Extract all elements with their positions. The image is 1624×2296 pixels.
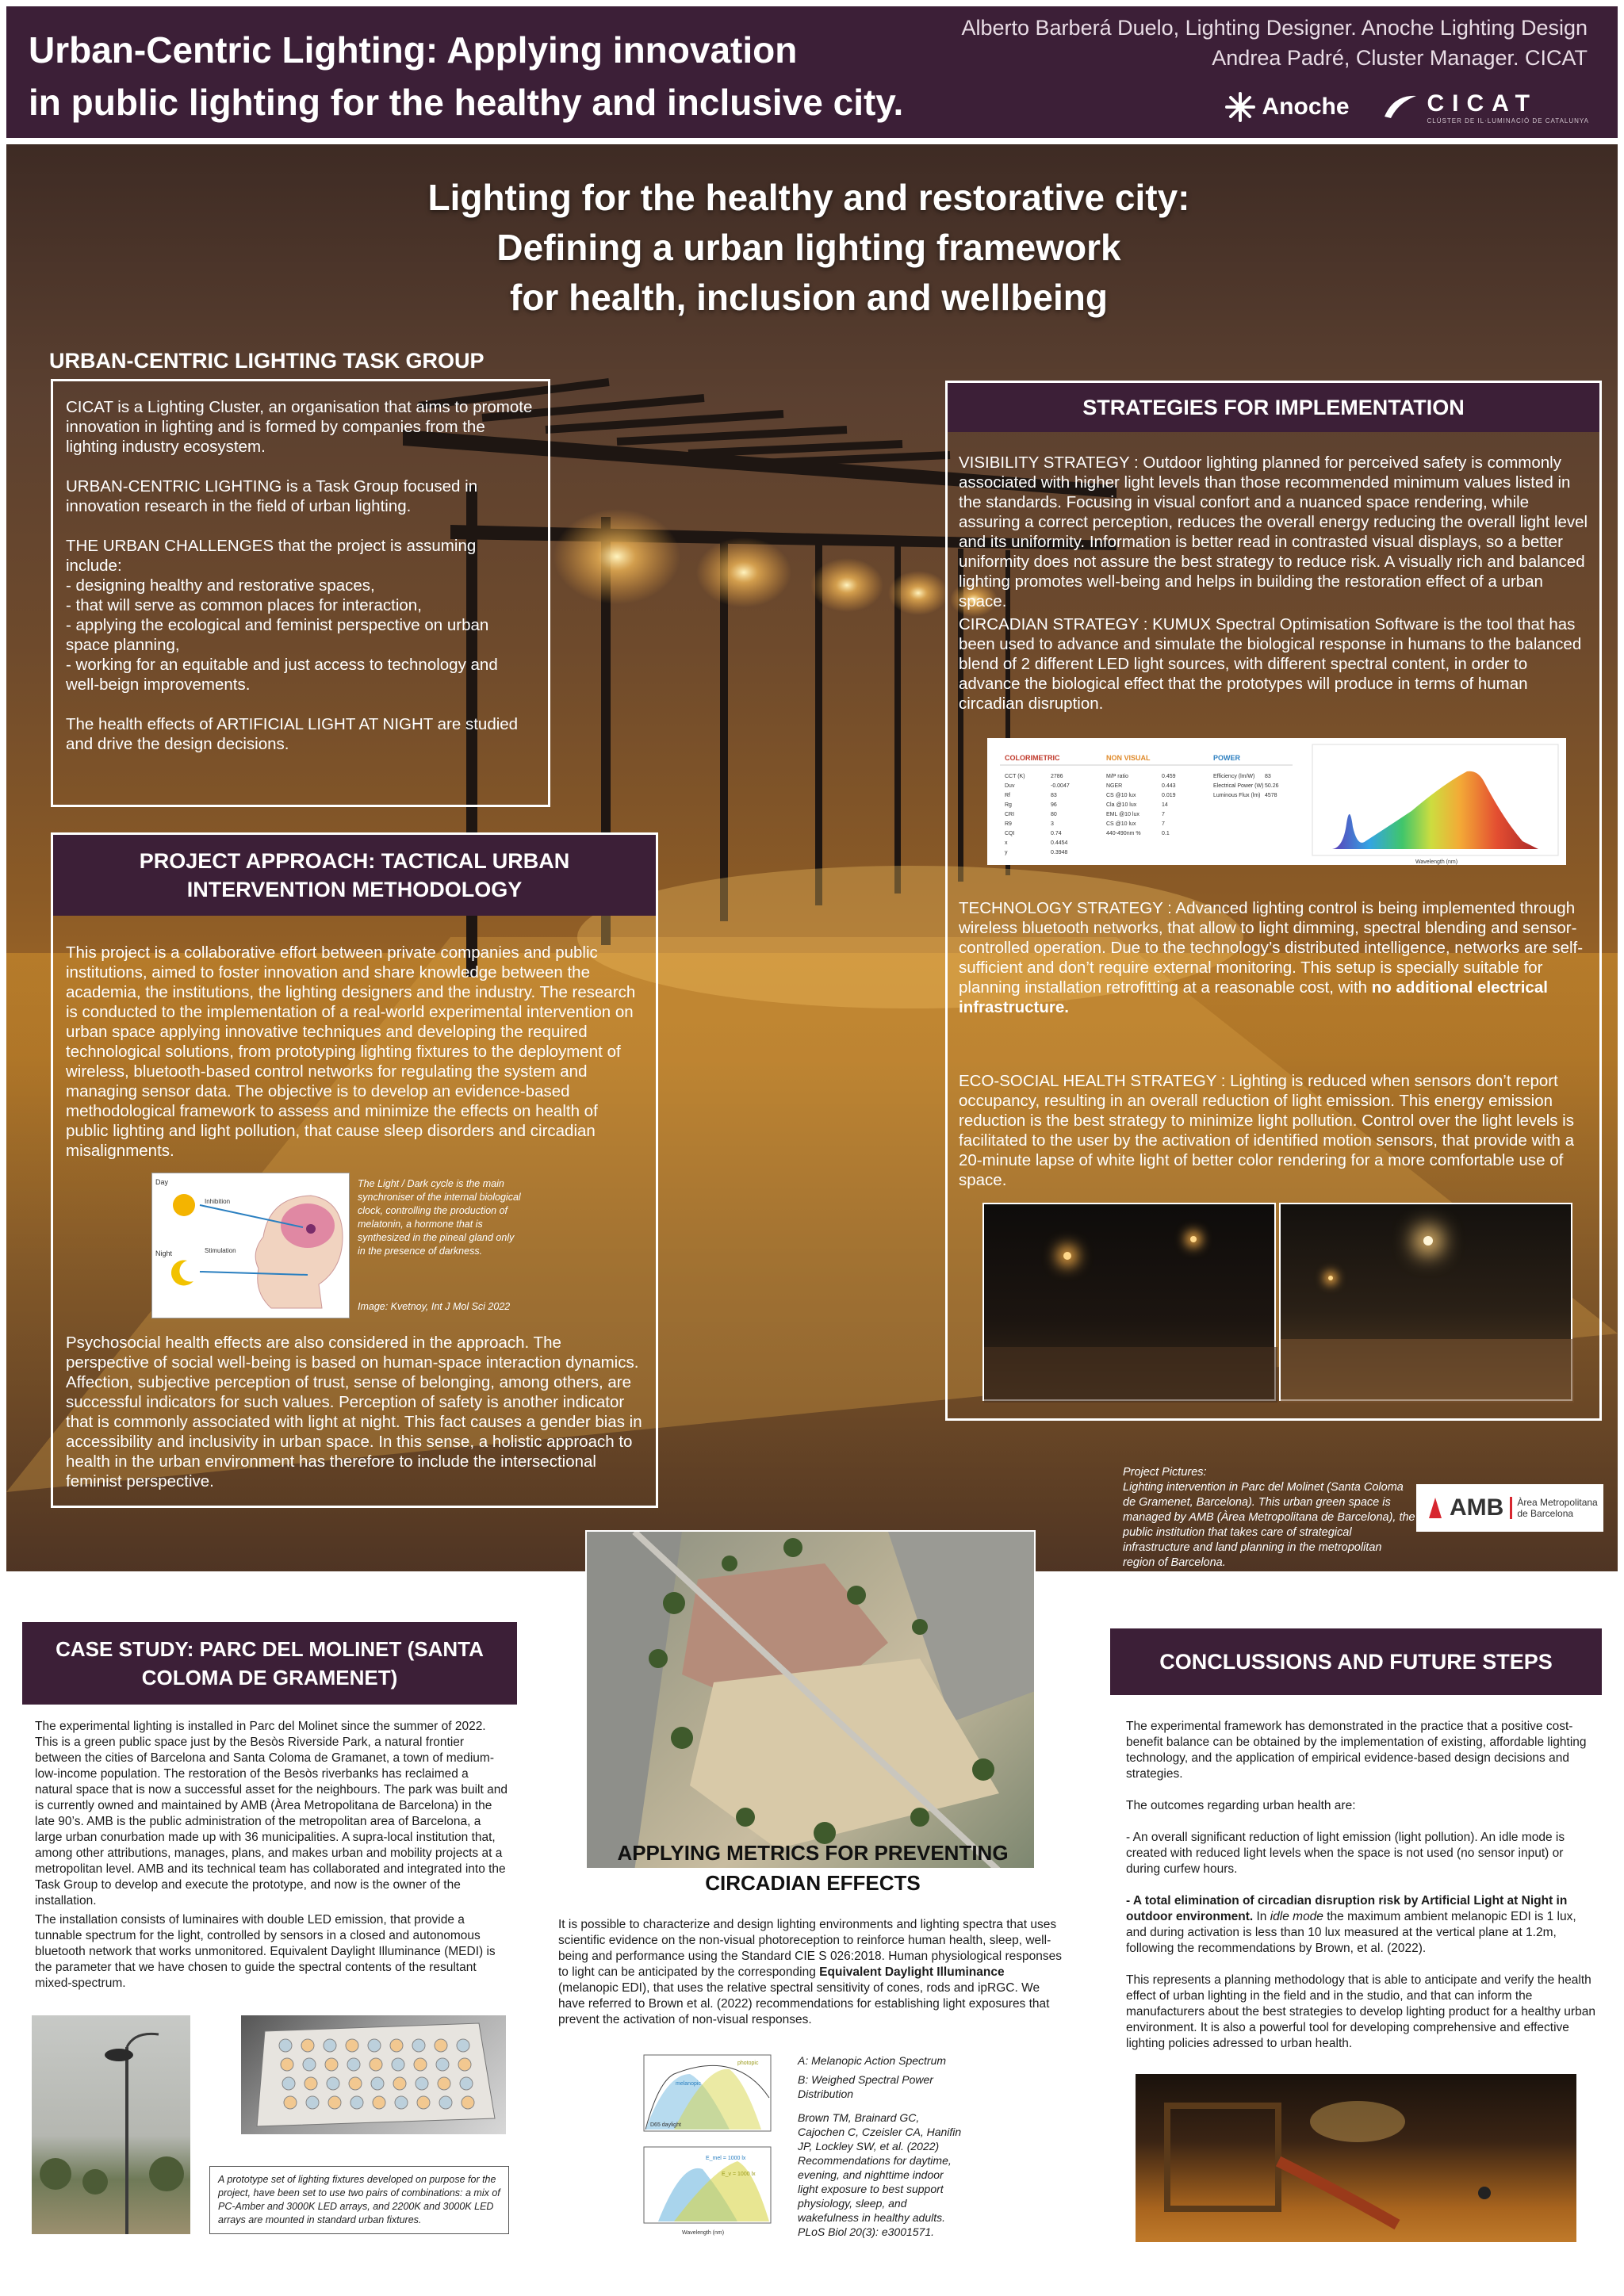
case-study-text1: The experimental lighting is installed in Parc del Molinet since the summer of 2022. This is a green public space just by the Besòs Riverside Park, a natural frontier between the cities of Barcelona and Santa Coloma de Gramanet, a town of medium-low-income population. The restoration of the Besòs riverbanks has reclaimed a natural space that is now a successful asset for the neighbours. The park was built and is currently owned and maintained by AMB (Àrea Metropolitana de Barcelona) in the late 90’s. AMB is the public administration of the metropolitan area of Barcelona, a large urban conurbation made up with 36 municipalities. A supra-local institution that, among other attributions, manages, plans, and makes urban and mobility projects at a metropolitan level. AMB and its technical team has collaborated and integrated into the Task Group to develop and execute the prototype, and now is the owner of the installation. bbox=[35, 1720, 508, 1908]
colorimetric-cell: 3 bbox=[1051, 821, 1054, 827]
project-pictures-caption: Project Pictures: Lighting intervention in Parc del Molinet (Santa Coloma de Gramenet, Barcelona). This urban green space is managed by AMB (Àrea Metropolitana de Barcelona), the public institution that takes care of strategical infrastructure and land planning in the metropolitan region of Barcelona. bbox=[1123, 1466, 1415, 1569]
metrics-text bbox=[558, 1917, 1066, 2028]
colorimetric-cell: -0.0047 bbox=[1051, 783, 1070, 789]
colorimetric-cell: CQI bbox=[1005, 831, 1015, 836]
technology-strategy-bold: no additional electrical infrastructure. bbox=[959, 978, 1548, 1016]
amb-logo bbox=[1416, 1484, 1603, 1532]
colorimetric-cell: CCT (K) bbox=[1005, 774, 1025, 779]
header-logos bbox=[1224, 89, 1590, 125]
project-approach-text1: This project is a collaborative effort between private companies and public institutions, aimed to foster innovation and share knowledge between the academia, the institutions, the lighting designers and the industry. The research is conducted to the implementation of a real-world experimental intervention on urban space applying innovative techniques and developing the required technological solutions, from prototyping lighting fixtures to the deployment of wireless, bluetooth-based control networks for regulating the system and managing sensor data. The objective is to develop an evidence-based methodological framework to assess and minimize the effects on health of public lighting and light pollution, that cause sleep disorders and circadian misalignments. bbox=[66, 943, 636, 1160]
led-emitter bbox=[373, 2096, 385, 2109]
label-night: Night bbox=[155, 1249, 173, 1257]
led-emitter bbox=[346, 2039, 358, 2052]
colorimetric-cell: Rg bbox=[1005, 802, 1012, 808]
led-emitter bbox=[306, 2096, 319, 2109]
led-emitter bbox=[412, 2039, 425, 2052]
metrics-text-bold: Equivalent Daylight Illuminance bbox=[819, 1965, 1005, 1979]
header-power: POWER bbox=[1213, 754, 1241, 762]
led-emitter bbox=[301, 2039, 314, 2052]
power-cell: 4578 bbox=[1265, 793, 1277, 798]
metrics-text-a: It is possible to characterize and design lighting environments and lighting spectra that uses scientific evidence on the non-visual photoreception to reinforce human health, sleep, well-being and performance using the Standard CIE S 026:2018. Human physiological responses to light can be anticipated by the corresponding bbox=[558, 1918, 1063, 1979]
non-visual-cell: EML @10 lux bbox=[1106, 812, 1139, 817]
poster-title bbox=[29, 24, 933, 128]
case-study-heading-line2: COLOMA DE GRAMENET) bbox=[141, 1666, 398, 1689]
playground-illustration bbox=[1136, 2074, 1576, 2242]
led-emitter bbox=[303, 2058, 316, 2071]
colorimetric-cell: 0.3948 bbox=[1051, 850, 1068, 855]
case-study-text2: The installation consists of luminaires with double LED emission, that provide a tunnable spectrum for the light, controlled by sensors in a closed and autonomous bluetooth network that works unmonitored. Equivalent Daylight Illuminance (MEDI) is the parameter that we have chosen to guide the spectral contents of the resultant mixed-spectrum. bbox=[35, 1913, 496, 1990]
led-emitter bbox=[392, 2058, 404, 2071]
led-emitter bbox=[371, 2077, 384, 2090]
task-group-heading: URBAN-CENTRIC LIGHTING TASK GROUP bbox=[49, 349, 485, 373]
led-emitter bbox=[458, 2058, 471, 2071]
non-visual-cell: NGER bbox=[1106, 783, 1123, 789]
moon-icon bbox=[171, 1260, 193, 1285]
label-wavelength: Wavelength (nm) bbox=[682, 2230, 725, 2236]
led-array-illustration bbox=[241, 2015, 506, 2134]
colorimetric-cell: R9 bbox=[1005, 821, 1012, 827]
power-cell: Efficiency (lm/W) bbox=[1213, 774, 1255, 779]
metrics-reference: Brown TM, Brainard GC, Cajochen C, Czeisler CA, Hanifin JP, Lockley SW, et al. (2022) Recommendations for daytime, evening, and nighttime indoor light exposure to best support physiology, sleep, and wakefulness in healthy adults. PLoS Biol 20(3): e3001571. bbox=[798, 2111, 962, 2238]
colorimetric-cell: 83 bbox=[1051, 793, 1057, 798]
colorimetric-cell: 2786 bbox=[1051, 774, 1063, 779]
led-emitter bbox=[328, 2096, 341, 2109]
main-title bbox=[222, 173, 1396, 323]
led-emitter bbox=[284, 2096, 297, 2109]
led-emitter bbox=[282, 2077, 295, 2090]
melanopic-charts bbox=[626, 2050, 785, 2241]
led-emitter bbox=[324, 2039, 336, 2052]
led-emitter bbox=[414, 2058, 427, 2071]
colorimetric-cell: CRI bbox=[1005, 812, 1015, 817]
led-emitter bbox=[393, 2077, 406, 2090]
label-photopic-e: E_v = 1000 lx bbox=[722, 2172, 756, 2177]
strategies-heading: STRATEGIES FOR IMPLEMENTATION bbox=[948, 383, 1599, 432]
poster-title-line2: in public lighting for the healthy and inclusive city. bbox=[29, 82, 904, 123]
amb-mark-icon bbox=[1427, 1496, 1443, 1520]
amb-sub-line2: de Barcelona bbox=[1517, 1508, 1574, 1519]
metrics-heading bbox=[555, 1838, 1071, 1898]
non-visual-cell: 14 bbox=[1162, 802, 1168, 808]
led-emitter bbox=[370, 2058, 382, 2071]
cicat-logo bbox=[1381, 90, 1589, 124]
led-emitter bbox=[304, 2077, 317, 2090]
aerial-map-illustration bbox=[587, 1532, 1036, 1869]
circadian-strategy-text: CIRCADIAN STRATEGY : KUMUX Spectral Optimisation Software is the tool that has been used to advance and simulate the biological response in humans to the balanced blend of 2 different LED light sources, with different spectral content, in order to advance the biological effect that the prototypes will produce in terms of human circadian disruption. bbox=[959, 615, 1582, 713]
night-photo-idle bbox=[982, 1203, 1276, 1401]
cicat-logo-subtitle: CLÚSTER DE IL·LUMINACIÓ DE CATALUNYA bbox=[1427, 117, 1589, 124]
colorimetric-cell: y bbox=[1005, 850, 1008, 855]
streetlight-photo bbox=[32, 2015, 190, 2234]
project-approach-heading-line2: INTERVENTION METHODOLOGY bbox=[186, 878, 523, 901]
led-emitter bbox=[416, 2077, 428, 2090]
led-emitter bbox=[327, 2077, 339, 2090]
night-photo-active bbox=[1279, 1203, 1572, 1401]
author-1: Alberto Barberá Duelo, Lighting Designer. Anoche Lighting Design bbox=[961, 16, 1588, 40]
anoche-star-icon bbox=[1224, 91, 1256, 123]
non-visual-cell: 0.019 bbox=[1162, 793, 1176, 798]
non-visual-cell: 0.1 bbox=[1162, 831, 1170, 836]
conclusions-p4-bold: - A total elimination of circadian disruption risk by Artificial Light at Night in outdoor environment. bbox=[1126, 1894, 1568, 1923]
streetlight-illustration bbox=[32, 2015, 190, 2234]
led-fixture-photo bbox=[241, 2015, 506, 2134]
non-visual-cell: Cla @10 lux bbox=[1106, 802, 1137, 808]
spectrum-fill bbox=[1316, 748, 1554, 851]
case-study-heading-line1: CASE STUDY: PARC DEL MOLINET (SANTA bbox=[56, 1637, 484, 1661]
strategies-panel bbox=[945, 381, 1602, 1421]
non-visual-cell: CS @10 lux bbox=[1106, 793, 1136, 798]
colorimetric-cell: x bbox=[1005, 840, 1008, 846]
led-emitter bbox=[279, 2039, 292, 2052]
metrics-heading-line1: APPLYING METRICS FOR PREVENTING bbox=[617, 1841, 1009, 1865]
conclusions-p4-a: In bbox=[1253, 1910, 1270, 1923]
led-emitter bbox=[457, 2039, 469, 2052]
non-visual-cell: 7 bbox=[1162, 812, 1165, 817]
power-cell: 83 bbox=[1265, 774, 1271, 779]
metrics-heading-line2: CIRCADIAN EFFECTS bbox=[705, 1871, 921, 1895]
main-title-line2: Defining a urban lighting framework bbox=[496, 227, 1121, 268]
anoche-logo-text: Anoche bbox=[1262, 94, 1350, 120]
metrics-text-b: (melanopic EDI), that uses the relative spectral sensitivity of cones, rods and ipRGC. We have referred to Brown et al. (2022) recommendations for establishing light exposures that prevent the activation of non-visual responses. bbox=[558, 1981, 1050, 2026]
header-non-visual: NON VISUAL bbox=[1106, 754, 1151, 762]
playground-night-photo bbox=[1136, 2074, 1576, 2242]
technology-strategy-text bbox=[959, 898, 1593, 1017]
poster-title-line1: Urban-Centric Lighting: Applying innovation bbox=[29, 29, 798, 71]
spectrum-table-figure bbox=[987, 738, 1566, 865]
label-d65: D65 daylight bbox=[650, 2122, 681, 2128]
colorimetric-cell: 0.4454 bbox=[1051, 840, 1068, 846]
visibility-strategy-text: VISIBILITY STRATEGY : Outdoor lighting planned for perceived safety is commonly associated with higher light levels than those recommended minimum values listed in the standards. Focusing in visual confort and a nuanced space rendering, while assuring a correct perception, reduces the overall energy reducing the overall light level and its uniformity. Information is better read in contrasted visual displays, so a better uniformity does not assure the best strategy to reduce risk. A visually rich and balanced lighting promotes well-being and helps in building the restoration effect of a urban space. bbox=[959, 453, 1588, 610]
colorimetric-cell: Rf bbox=[1005, 793, 1010, 798]
melatonin-figure-caption: The Light / Dark cycle is the main synchroniser of the internal biological clock, controlling the production of melatonin, a hormone that is synthesized in the pineal gland only in the presence of darkness. bbox=[358, 1178, 521, 1257]
non-visual-cell: CS @10 lux bbox=[1106, 821, 1136, 827]
led-emitter bbox=[325, 2058, 338, 2071]
metrics-fig-a: A: Melanopic Action Spectrum bbox=[798, 2054, 947, 2067]
project-approach-heading bbox=[53, 835, 656, 916]
led-emitter bbox=[347, 2058, 360, 2071]
led-emitter bbox=[438, 2077, 450, 2090]
non-visual-cell: 0.459 bbox=[1162, 774, 1176, 779]
eco-social-strategy-text: ECO-SOCIAL HEALTH STRATEGY : Lighting is reduced when sensors don’t report occupancy, resulting in an overall reduction of light emission. This energy emission reduction is the best strategy to minimize light pollution. Control over the light levels is facilitated to the user by the activation of identified motion sensors, that provide with a 20-minute lapse of white light of better color rendering for a more comfortable use of space. bbox=[959, 1072, 1575, 1189]
led-emitter bbox=[435, 2039, 447, 2052]
conclusions-p5: This represents a planning methodology that is able to anticipate and verify the health effect of urban lighting in the field and in the studio, and that can inform the manufacturers about the best strategies to develop lighting product for a healthy urban environment. It is also a powerful tool for developing comprehensive and effective lighting policies adressed to urban health. bbox=[1126, 1973, 1595, 2050]
melatonin-figure bbox=[151, 1173, 350, 1318]
header-colorimetric: COLORIMETRIC bbox=[1005, 754, 1060, 762]
aerial-photo-parc bbox=[585, 1530, 1036, 1869]
author-2: Andrea Padré, Cluster Manager. CICAT bbox=[1212, 46, 1588, 70]
led-emitter bbox=[395, 2096, 408, 2109]
anoche-logo bbox=[1224, 91, 1350, 123]
colorimetric-cell: 96 bbox=[1051, 802, 1057, 808]
conclusions-heading: CONCLUSSIONS AND FUTURE STEPS bbox=[1110, 1628, 1602, 1695]
conclusions-p4-b: the maximum ambient melanopic EDI is 1 lux, and during activation is less than 10 lux measured at the vertical plane at 1.2m, following the recommendations by Brown, et al. (2022). bbox=[1126, 1910, 1576, 1955]
conclusions-body bbox=[1126, 1719, 1595, 2052]
led-emitter bbox=[368, 2039, 381, 2052]
conclusions-p4 bbox=[1126, 1893, 1595, 1957]
led-emitter bbox=[439, 2096, 452, 2109]
led-emitter bbox=[349, 2077, 362, 2090]
task-group-text: CICAT is a Lighting Cluster, an organisation that aims to promote innovation in lighting and is formed by companies from the lighting industry ecosystem. URBAN-CENTRIC LIGHTING is a Task Group focused in innovation research in the field of urban lighting. THE URBAN CHALLENGES that the project is assuming include: - designing healthy and restorative spaces, - that will serve as common places for interaction, - applying the ecological and feminist perspective on urban space planning, - working for an equitable and just access to technology and well-beign improvements. The health effects of ARTIFICIAL LIGHT AT NIGHT are studied and drive the design decisions. bbox=[66, 398, 533, 753]
power-cell: 50.26 bbox=[1265, 783, 1279, 789]
non-visual-cell: 7 bbox=[1162, 821, 1165, 827]
power-cell: Luminous Flux (lm) bbox=[1213, 793, 1261, 798]
melatonin-figure-credit: Image: Kvetnoy, Int J Mol Sci 2022 bbox=[358, 1301, 511, 1312]
project-approach-text2: Psychosocial health effects are also considered in the approach. The perspective of social well-being is based on human-space interaction dynamics. Affection, subjective perception of trust, sense of belonging, among others, are successful indicators for such values. Perception of safety is another indicator that is commonly associated with light at night. This fact causes a gender bias in accessibility and inclusivity in urban space. In this sense, a holistic approach to health in the urban environment has therefore to include the intersectional feminist perspective. bbox=[66, 1334, 642, 1490]
label-photopic: photopic bbox=[737, 2061, 759, 2066]
non-visual-cell: 440-490nm % bbox=[1106, 831, 1141, 836]
non-visual-cell: 0.443 bbox=[1162, 783, 1176, 789]
case-study-heading bbox=[22, 1622, 517, 1705]
amb-sub-line1: Àrea Metropolitana bbox=[1517, 1497, 1598, 1508]
main-title-line3: for health, inclusion and wellbeing bbox=[510, 277, 1108, 318]
led-emitter bbox=[462, 2096, 474, 2109]
amb-logo-subtitle bbox=[1510, 1497, 1597, 1519]
non-visual-cell: M/P ratio bbox=[1106, 774, 1128, 779]
conclusions-p3: - An overall significant reduction of light emission (light pollution). An idle mode is created with reduced light levels when the space is not used (no sensor input) or during curfew hours. bbox=[1126, 1831, 1565, 1876]
project-approach-panel bbox=[51, 832, 658, 1508]
task-group-panel bbox=[51, 379, 550, 807]
led-emitter bbox=[281, 2058, 293, 2071]
colorimetric-cell: 80 bbox=[1051, 812, 1057, 817]
power-cell: Electrical Power (W) bbox=[1213, 783, 1264, 789]
conclusions-p4-italic: idle mode bbox=[1270, 1910, 1323, 1923]
label-stimulation: Stimulation bbox=[205, 1247, 236, 1254]
led-emitter bbox=[390, 2039, 403, 2052]
cicat-logo-text: CICAT bbox=[1427, 90, 1538, 117]
label-melanopic: melanopic bbox=[676, 2081, 701, 2087]
main-title-line1: Lighting for the healthy and restorative city: bbox=[427, 177, 1190, 218]
colorimetric-cell: 0.74 bbox=[1051, 831, 1062, 836]
label-inhibition: Inhibition bbox=[205, 1198, 231, 1205]
led-emitter bbox=[460, 2077, 473, 2090]
spectrum-x-label: Wavelength (nm) bbox=[1415, 859, 1458, 865]
sun-icon bbox=[173, 1194, 195, 1216]
led-emitter bbox=[417, 2096, 430, 2109]
colorimetric-cell: Duv bbox=[1005, 783, 1015, 789]
project-approach-heading-line1: PROJECT APPROACH: TACTICAL URBAN bbox=[139, 849, 570, 873]
amb-logo-text: AMB bbox=[1450, 1494, 1504, 1521]
cicat-swoosh-icon bbox=[1381, 91, 1419, 123]
label-day: Day bbox=[155, 1178, 169, 1186]
fixture-caption: A prototype set of lighting fixtures developed on purpose for the project, have been set to use two pairs of combinations: a mix of PC-Amber and 3000K LED arrays, and 2200K and 3000K LED arrays are mounted in standard urban fixtures. bbox=[209, 2166, 509, 2234]
led-emitter bbox=[350, 2096, 363, 2109]
circadian-diagram bbox=[152, 1173, 349, 1318]
led-emitter bbox=[436, 2058, 449, 2071]
conclusions-p1: The experimental framework has demonstrated in the practice that a positive cost-benefit balance can be obtained by the implementation of existing, affordable lighting technology, and the application of empirical evidence-based design decisions and strategies. bbox=[1126, 1720, 1587, 1781]
conclusions-p2: The outcomes regarding urban health are: bbox=[1126, 1799, 1356, 1812]
label-melanopic-edi: E_mel = 1000 lx bbox=[706, 2156, 746, 2161]
technology-strategy-body: TECHNOLOGY STRATEGY : Advanced lighting control is being implemented through wireless bluetooth networks, that allow to light dimming, spectral blending and sensor-controlled operation. Due to the technology’s distributed intelligence, networks are self-sufficient and don’t require external monitoring. This setup is specially suitable for planning installation retrofitting at a reasonable cost, with bbox=[959, 899, 1584, 997]
melanopic-spectrum-chart bbox=[626, 2050, 785, 2241]
metrics-fig-b: B: Weighed Spectral Power Distribution bbox=[798, 2073, 933, 2100]
